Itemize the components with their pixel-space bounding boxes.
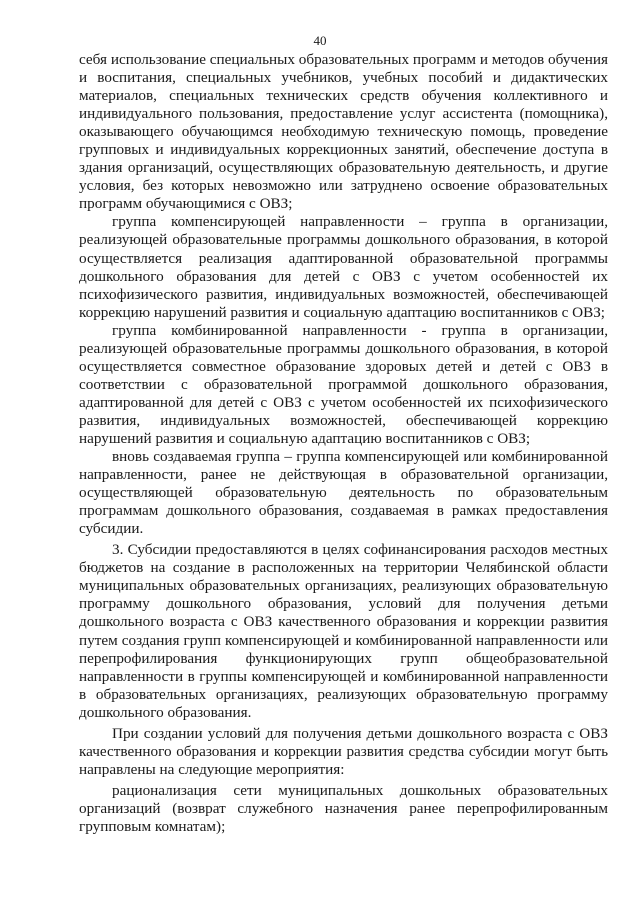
page-body	[79, 51, 608, 836]
paragraph-subsidies: 3. Субсидии предоставляются в целях софинансирования расходов местных бюджетов на создание в расположенных на территории Челябинской области муниципальных образовательных организациях, реализующих образовательную программу дошкольного образования, условий для получения детьми дошкольного возраста с ОВЗ качественного образования и коррекции развития путем создания групп компенсирующей и комбинированной направленности или перепрофилирования функционирующих групп общеобразовательной направленности в группы компенсирующей и комбинированной направленности в образовательных организациях, реализующих образовательную программу дошкольного образования.	[79, 541, 608, 721]
paragraph-continuation: себя использование специальных образовательных программ и методов обучения и воспитания, специальных учебников, учебных пособий и дидактических материалов, специальных технических средств обучения коллективного и индивидуального пользования, предоставление услуг ассистента (помощника), оказывающего обучающимся необходимую техническую помощь, проведение групповых и индивидуальных коррекционных занятий, обеспечение доступа в здания организаций, осуществляющих образовательную деятельность, и другие условия, без которых невозможно или затруднено освоение образовательных программ обучающимися с ОВЗ;	[79, 51, 608, 213]
paragraph-measures-intro: При создании условий для получения детьми дошкольного возраста с ОВЗ качественного образования и коррекции развития средства субсидии могут быть направлены на следующие мероприятия:	[79, 724, 608, 778]
paragraph-new-group: вновь создаваемая группа – группа компенсирующей или комбинированной направленности, ранее не действующая в образовательной организации, осуществляющей образовательную деятельность по образовательным программам дошкольного образования, создаваемая в рамках предоставления субсидии.	[79, 448, 608, 538]
paragraph-network-rationalization: рационализация сети муниципальных дошкольных образовательных организаций (возврат служебного назначения ранее перепрофилированным групповым комнатам);	[79, 781, 608, 835]
paragraph-compensating-group: группа компенсирующей направленности – группа в организации, реализующей образовательные программы дошкольного образования, в которой осуществляется реализация адаптированной образовательной программы дошкольного образования для детей с ОВЗ с учетом особенностей их психофизического развития, индивидуальных возможностей, обеспечивающей коррекцию нарушений развития и социальную адаптацию воспитанников с ОВЗ;	[79, 213, 608, 321]
paragraph-combined-group: группа комбинированной направленности - группа в организации, реализующей образовательные программы дошкольного образования, в которой осуществляется совместное образование здоровых детей и детей с ОВЗ в соответствии с образовательной программой дошкольного образования, адаптированной для детей с ОВЗ с учетом особенностей их психофизического развития, индивидуальных возможностей, обеспечивающей коррекцию нарушений развития и социальную адаптацию воспитанников с ОВЗ;	[79, 321, 608, 447]
page-number: 40	[313, 33, 327, 48]
